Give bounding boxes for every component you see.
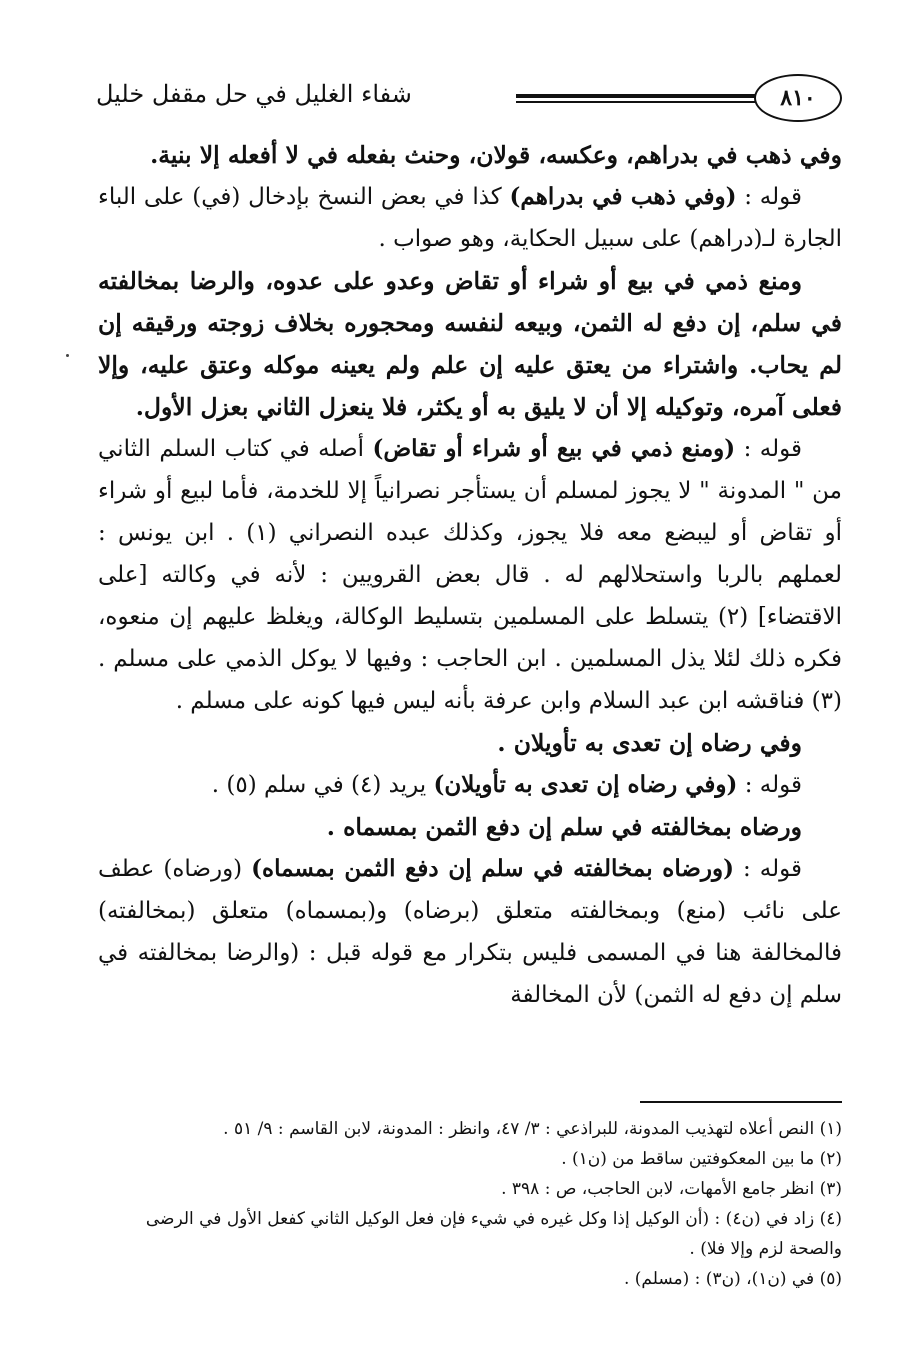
header-rule: [516, 94, 756, 98]
footnote: (٥) في (ن١)، (ن٣) : (مسلم) .: [623, 1269, 842, 1289]
commentary-intro: قوله :: [737, 772, 802, 798]
quoted-matn: (ورضاه بمخالفته في سلم إن دفع الثمن بمسماه): [251, 855, 734, 882]
commentary-paragraph: [98, 176, 842, 260]
quoted-matn: (وفي ذهب في بدراهم): [509, 183, 737, 210]
matn-paragraph: ومنع ذمي في بيع أو شراء أو تقاض وعدو على عدوه، والرضا بمخالفته في سلم، إن دفع له الثمن، وبيعه لنفسه ومحجوره بخلاف زوجته ورقيقه إن لم يحاب. واشتراء من يعتق عليه إن علم ولم يعينه موكله وعتق عليه، وإلا فعلى آمره، وتوكيله إلا أن لا يليق به أو يكثر، فلا ينعزل الثاني بعزل الأول.: [98, 267, 842, 421]
footnote: (١) النص أعلاه لتهذيب المدونة، للبراذعي : ٣/ ٤٧، وانظر : المدونة، لابن القاسم : ٩/ ٥١ .: [223, 1119, 842, 1139]
page-number: ٨١٠: [754, 74, 842, 122]
commentary-intro: قوله :: [734, 856, 802, 882]
page-header: [96, 74, 842, 128]
running-title: شفاء الغليل في حل مقفل خليل: [96, 80, 412, 108]
footnotes: [98, 1114, 842, 1294]
footnote-separator: [640, 1101, 842, 1103]
matn-paragraph: وفي رضاه إن تعدى به تأويلان .: [497, 729, 802, 757]
quoted-matn: (ومنع ذمي في بيع أو شراء أو تقاض): [372, 435, 736, 462]
commentary-paragraph: [98, 764, 842, 806]
commentary-text: كذا في بعض النسخ بإدخال (في) على الباء الجارة لـ(دراهم) على سبيل الحكاية، وهو صواب .: [98, 184, 842, 252]
quoted-matn: (وفي رضاه إن تعدى به تأويلان): [433, 771, 738, 798]
commentary-text: يريد (٤) في سلم (٥) .: [211, 772, 434, 798]
main-text: [98, 134, 842, 1016]
footnote: (٣) انظر جامع الأمهات، لابن الحاجب، ص : ٣٩٨ .: [501, 1179, 842, 1199]
matn-paragraph: ورضاه بمخالفته في سلم إن دفع الثمن بمسماه .: [326, 813, 802, 841]
commentary-intro: قوله :: [735, 436, 802, 462]
commentary-text: (ورضاه) عطف على نائب (منع) وبمخالفته متعلق (برضاه) و(بمسماه) متعلق (بمخالفته) فالمخالفة هنا في المسمى فليس بتكرار مع قوله قبل : (والرضا بمخالفته في سلم إن دفع له الثمن) لأن المخالفة: [98, 856, 842, 1008]
matn-paragraph: وفي ذهب في بدراهم، وعكسه، قولان، وحنث بفعله في لا أفعله إلا بنية.: [150, 141, 842, 169]
footnote: (٤) زاد في (ن٤) : (أن الوكيل إذا وكل غيره في شيء فإن فعل الوكيل الثاني كفعل الأول في الرضى والصحة لزم وإلا فلا) .: [145, 1209, 842, 1259]
footnote: (٢) ما بين المعكوفتين ساقط من (ن١) .: [561, 1149, 842, 1169]
commentary-paragraph: [98, 848, 842, 1016]
margin-speck: [66, 354, 69, 357]
commentary-text: أصله في كتاب السلم الثاني من " المدونة " لا يجوز لمسلم أن يستأجر نصرانياً إلا للخدمة، فأما لبيع أو شراء أو تقاض أو ليبضع معه فلا يجوز، وكذلك عبده النصراني (١) . ابن يونس : لعملهم بالربا واستحلالهم له . قال بعض القرويين : لأنه في وكالته [على الاقتضاء] (٢) يتسلط على المسلمين بتسليط الوكالة، ويغلظ عليهم إن منعوه، فكره ذلك لئلا يذل المسلمين . ابن الحاجب : وفيها لا يوكل الذمي على مسلم . (٣) فناقشه ابن عبد السلام وابن عرفة بأنه ليس فيها كونه على مسلم .: [98, 436, 843, 714]
header-rule-thin: [516, 101, 756, 103]
commentary-intro: قوله :: [736, 184, 803, 210]
commentary-paragraph: [98, 428, 842, 722]
